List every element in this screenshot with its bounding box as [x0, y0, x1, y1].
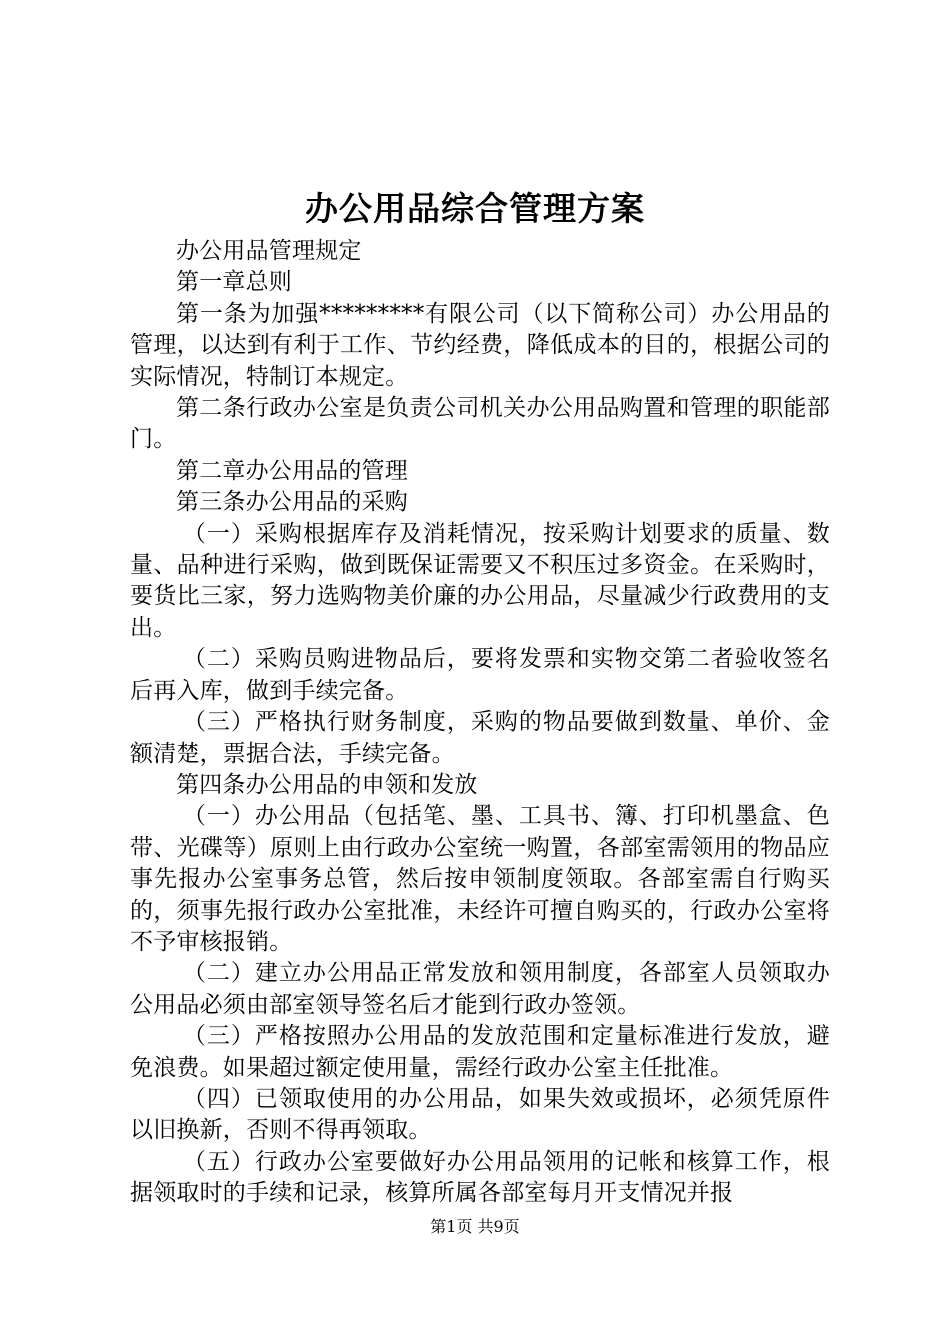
paragraph-article-2: 第二条行政办公室是负责公司机关办公用品购置和管理的职能部门。 — [130, 395, 830, 453]
page-number-footer: 第1页 共9页 — [430, 1217, 520, 1236]
paragraph-article-3-item-1: （一）采购根据库存及消耗情况，按采购计划要求的质量、数量、品种进行采购，做到既保证需要又不积压过多资金。在采购时，要货比三家，努力选购物美价廉的办公用品，尽量减少行政费用的支出。 — [130, 520, 830, 641]
paragraph-article-3-item-3: （三）严格执行财务制度，采购的物品要做到数量、单价、金额清楚，票据合法，手续完备。 — [130, 709, 830, 767]
paragraph-chapter-1: 第一章总则 — [176, 269, 292, 296]
paragraph-chapter-2: 第二章办公用品的管理 — [176, 457, 408, 484]
paragraph-article-4-item-5: （五）行政办公室要做好办公用品领用的记帐和核算工作，根据领取时的手续和记录，核算所属各部室每月开支情况并报 — [130, 1148, 830, 1207]
document-title: 办公用品综合管理方案 — [305, 189, 645, 228]
paragraph-article-4-item-4: （四）已领取使用的办公用品，如果失效或损坏，必须凭原件以旧换新，否则不得再领取。 — [130, 1085, 830, 1144]
paragraph-article-4-item-3: （三）严格按照办公用品的发放范围和定量标准进行发放，避免浪费。如果超过额定使用量，需经行政办公室主任批准。 — [130, 1023, 830, 1081]
paragraph-regulation-title: 办公用品管理规定 — [176, 238, 362, 264]
paragraph-article-3-item-2: （二）采购员购进物品后，要将发票和实物交第二者验收签名后再入库，做到手续完备。 — [130, 646, 830, 704]
document-body — [130, 236, 830, 1210]
paragraph-article-1: 第一条为加强*********有限公司（以下简称公司）办公用品的管理，以达到有利于工作、节约经费，降低成本的目的，根据公司的实际情况，特制订本规定。 — [130, 300, 830, 390]
paragraph-article-4: 第四条办公用品的申领和发放 — [176, 771, 478, 798]
paragraph-article-4-item-1: （一）办公用品（包括笔、墨、工具书、簿、打印机墨盒、色带、光碟等）原则上由行政办公室统一购置，各部室需领用的物品应事先报办公室事务总管，然后按申领制度领取。各部室需自行购买的，须事先报行政办公室批准，未经许可擅自购买的，行政办公室将不予审核报销。 — [130, 803, 830, 955]
paragraph-article-3: 第三条办公用品的采购 — [176, 489, 408, 516]
paragraph-article-4-item-2: （二）建立办公用品正常发放和领用制度，各部室人员领取办公用品必须由部室领导签名后才能到行政办签领。 — [130, 960, 830, 1018]
